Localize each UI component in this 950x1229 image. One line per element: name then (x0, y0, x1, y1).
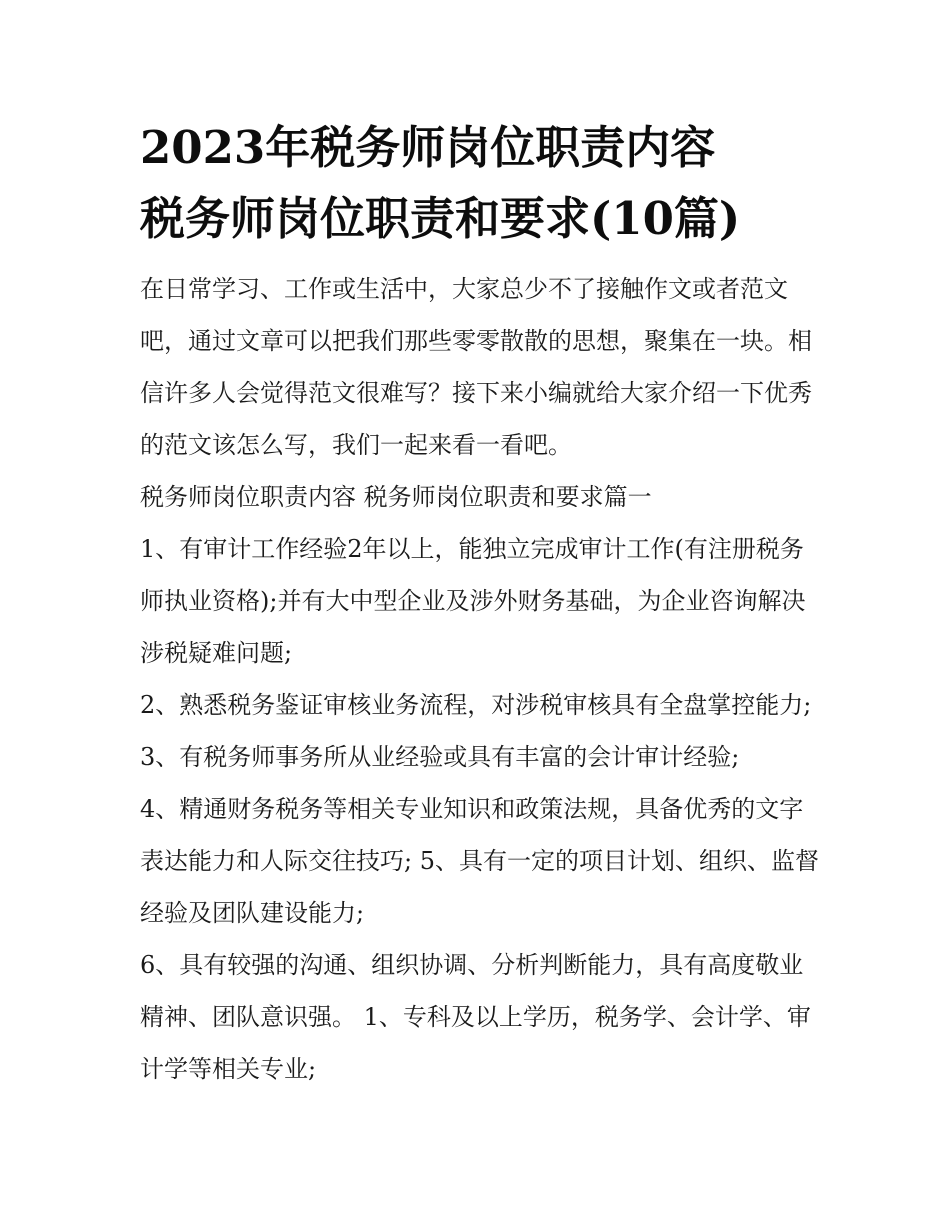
title-line-1: 2023年税务师岗位职责内容 (140, 121, 716, 174)
requirement-item-4: 4、精通财务税务等相关专业知识和政策法规，具备优秀的文字表达能力和人际交往技巧; 5、具有一定的项目计划、组织、监督经验及团队建设能力; (140, 795, 819, 927)
requirement-item-6: 6、具有较强的沟通、组织协调、分析判断能力，具有高度敬业精神、团队意识强。 1、专科及以上学历，税务学、会计学、审计学等相关专业; (140, 951, 811, 1083)
requirement-item-2: 2、熟悉税务鉴证审核业务流程，对涉税审核具有全盘掌控能力; 3、有税务师事务所从业经验或具有丰富的会计审计经验; (140, 691, 812, 771)
section-heading: 税务师岗位职责内容 税务师岗位职责和要求篇一 (140, 483, 652, 511)
document-title (140, 118, 820, 249)
requirement-item-1: 1、有审计工作经验2年以上，能独立完成审计工作(有注册税务师执业资格);并有大中型企业及涉外财务基础，为企业咨询解决涉税疑难问题; (140, 535, 806, 667)
intro-paragraph: 在日常学习、工作或生活中，大家总少不了接触作文或者范文吧，通过文章可以把我们那些零零散散的思想，聚集在一块。相信许多人会觉得范文很难写？接下来小编就给大家介绍一下优秀的范文该怎么写，我们一起来看一看吧。 (140, 275, 812, 459)
document-body (140, 263, 820, 1095)
title-line-2: 税务师岗位职责和要求(10篇) (140, 192, 741, 245)
document-content (140, 118, 820, 1095)
